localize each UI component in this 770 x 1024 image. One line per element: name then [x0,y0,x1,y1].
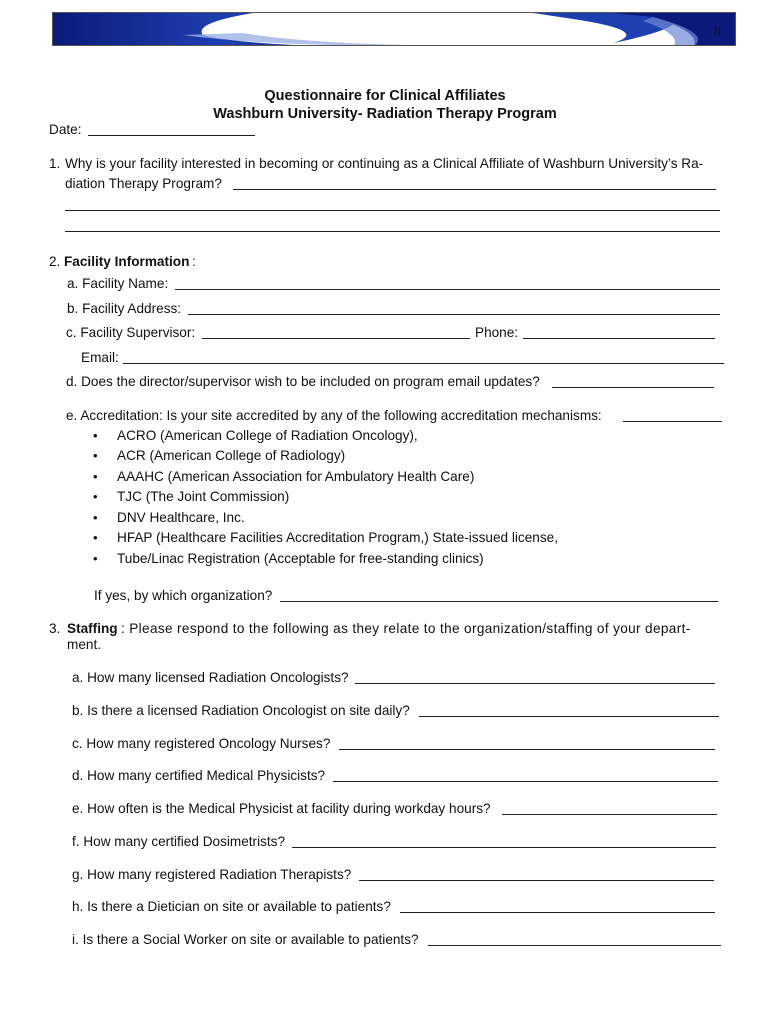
facility-name-field[interactable] [175,289,720,290]
facility-address-field[interactable] [188,314,720,315]
q3-number: 3. [49,621,61,636]
staffing-answer-oncologist-on-site[interactable] [419,716,719,717]
accreditation-question: e. Accreditation: Is your site accredited by any of the following accreditation mechanisms: [66,408,602,423]
email-updates-question: d. Does the director/supervisor wish to be included on program email updates? [66,374,540,389]
q1-answer-line-1[interactable] [233,189,716,190]
accreditation-option-acro: ACRO (American College of Radiation Oncology), [117,428,418,443]
facility-name-label: a. Facility Name: [67,276,169,291]
staffing-answer-oncology-nurses[interactable] [339,749,715,750]
page-number: 8 [714,24,721,39]
q2-heading-colon: : [192,254,196,269]
staffing-question-physicist-hours: e. How often is the Medical Physicist at facility during workday hours? [72,801,491,816]
date-label: Date: [49,122,82,137]
bullet-icon: • [93,469,98,484]
bullet-icon: • [93,551,98,566]
email-field[interactable] [123,363,724,364]
staffing-question-oncology-nurses: c. How many registered Oncology Nurses? [72,736,331,751]
staffing-answer-social-worker[interactable] [428,945,721,946]
phone-label: Phone: [475,325,519,340]
q2-heading: Facility Information [64,254,190,269]
bullet-icon: • [93,530,98,545]
header-banner [52,12,736,46]
title-line-1: Questionnaire for Clinical Affiliates [264,88,506,104]
staffing-answer-radiation-therapists[interactable] [359,880,714,881]
q2-number: 2. [49,254,61,269]
staffing-question-radiation-oncologists: a. How many licensed Radiation Oncologists? [72,670,349,685]
bullet-icon: • [93,510,98,525]
staffing-question-social-worker: i. Is there a Social Worker on site or available to patients? [72,932,419,947]
bullet-icon: • [93,428,98,443]
staffing-answer-physicist-hours[interactable] [502,814,717,815]
staffing-answer-medical-physicists[interactable] [333,781,718,782]
staffing-question-dosimetrists: f. How many certified Dosimetrists? [72,834,286,849]
date-field[interactable] [88,135,255,136]
banner-graphic [53,13,736,46]
q1-question-line-1: Why is your facility interested in becoming or continuing as a Clinical Affiliate of Washburn University’s Ra- [65,156,704,171]
staffing-question-oncologist-on-site: b. Is there a licensed Radiation Oncologist on site daily? [72,703,410,718]
q3-intro-line-2: ment. [67,637,101,652]
accreditation-field[interactable] [623,421,722,422]
staffing-question-medical-physicists: d. How many certified Medical Physicists? [72,768,326,783]
facility-supervisor-field[interactable] [202,338,470,339]
title-line-2: Washburn University- Radiation Therapy Program [213,106,557,122]
staffing-answer-dietician[interactable] [400,912,715,913]
accreditation-option-tube-linac: Tube/Linac Registration (Acceptable for free-standing clinics) [117,551,484,566]
accreditation-option-acr: ACR (American College of Radiology) [117,448,346,463]
q3-intro-line-1: : Please respond to the following as they relate to the organization/staffing of your depart- [121,621,691,636]
q1-question-line-2: diation Therapy Program? [65,176,222,191]
accreditation-option-aaahc: AAAHC (American Association for Ambulatory Health Care) [117,469,475,484]
email-updates-field[interactable] [552,387,714,388]
staffing-question-dietician: h. Is there a Dietician on site or available to patients? [72,899,391,914]
staffing-question-radiation-therapists: g. How many registered Radiation Therapists? [72,867,352,882]
q1-number: 1. [49,156,61,171]
facility-address-label: b. Facility Address: [67,301,182,316]
if-yes-organization-label: If yes, by which organization? [94,588,273,603]
accreditation-option-tjc: TJC (The Joint Commission) [117,489,290,504]
organization-field[interactable] [280,601,718,602]
q1-answer-line-3[interactable] [65,231,720,232]
phone-field[interactable] [523,338,715,339]
q1-answer-line-2[interactable] [65,210,720,211]
bullet-icon: • [93,448,98,463]
q3-heading: Staffing [67,621,118,636]
facility-supervisor-label: c. Facility Supervisor: [66,325,196,340]
staffing-answer-dosimetrists[interactable] [292,847,716,848]
accreditation-option-dnv: DNV Healthcare, Inc. [117,510,245,525]
email-label: Email: [81,350,119,365]
accreditation-option-hfap: HFAP (Healthcare Facilities Accreditation Program,) State-issued license, [117,530,558,545]
staffing-answer-radiation-oncologists[interactable] [355,683,715,684]
bullet-icon: • [93,489,98,504]
